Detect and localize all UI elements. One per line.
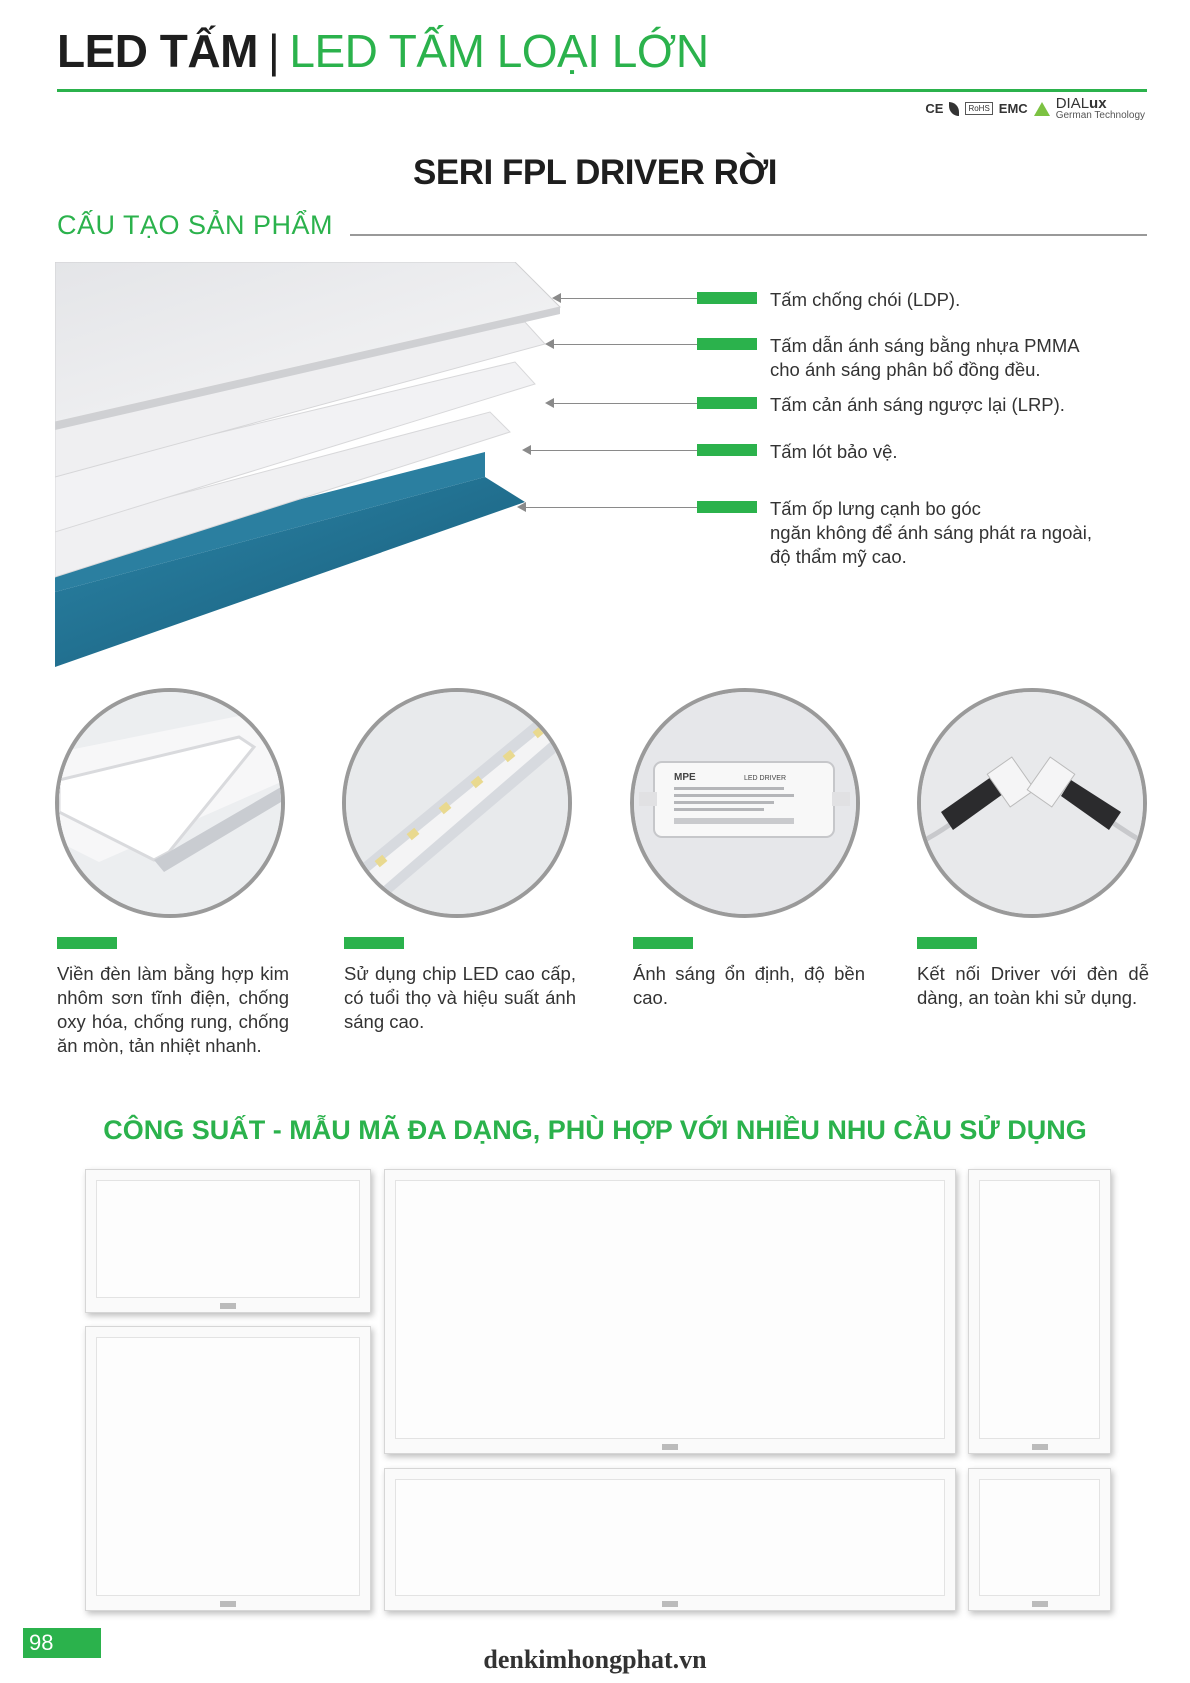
layer-label-1: Tấm chống chói (LDP). — [770, 289, 961, 310]
driver-title: LED DRIVER — [744, 775, 787, 782]
feature-marker — [917, 937, 977, 949]
certification-logos — [925, 96, 1145, 121]
panel-image — [968, 1169, 1111, 1454]
page-number: 98 — [23, 1628, 101, 1658]
feature-marker — [344, 937, 404, 949]
layer-label-5: Tấm ốp lưng cạnh bo góc ngăn không để ánh sáng phát ra ngoài, độ thẩm mỹ cao. — [770, 498, 1092, 567]
section-title-structure: CẤU TẠO SẢN PHẨM — [57, 210, 334, 240]
callout-marker — [697, 501, 757, 513]
feature-text-connector: Kết nối Driver với đèn dễ dàng, an toàn khi sử dụng. — [917, 963, 1149, 1008]
series-title: SERI FPL DRIVER RỜI — [413, 153, 777, 192]
layer-label-3: Tấm cản ánh sáng ngược lại (LRP). — [770, 394, 1065, 415]
website-url: denkimhongphat.vn — [483, 1645, 707, 1674]
feature-marker — [633, 937, 693, 949]
dialux-triangle-icon — [1034, 102, 1050, 116]
panel-image — [384, 1468, 956, 1611]
driver-image-frame — [630, 688, 860, 918]
dialux-logo — [1056, 96, 1145, 121]
section-divider — [350, 234, 1147, 236]
feature-text-frame: Viền đèn làm bằng hợp kim nhôm sơn tĩnh điện, chống oxy hóa, chống rung, chống ăn mòn, tản nhiệt nhanh. — [57, 963, 289, 1056]
page-header-title — [57, 25, 709, 77]
callout-marker — [697, 397, 757, 409]
panel-image — [384, 1169, 956, 1454]
header-title-main: LED TẤM — [57, 25, 258, 77]
driver-brand: MPE — [674, 772, 696, 783]
layer-label-2: Tấm dẫn ánh sáng bằng nhựa PMMA cho ánh sáng phân bổ đồng đều. — [770, 335, 1080, 380]
feature-marker — [57, 937, 117, 949]
emc-mark: EMC — [998, 101, 1028, 116]
header-title-sub: LED TẤM LOẠI LỚN — [289, 25, 709, 77]
connector-image-frame — [917, 688, 1147, 918]
header-separator: | — [267, 25, 280, 77]
callout-marker — [697, 292, 757, 304]
panel-layers-illustration — [55, 262, 595, 682]
panel-image — [85, 1169, 371, 1313]
rohs-mark: RoHS — [965, 102, 992, 115]
section-title-power: CÔNG SUẤT - MẪU MÃ ĐA DẠNG, PHÙ HỢP VỚI NHIỀU NHU CẦU SỬ DỤNG — [103, 1115, 1087, 1145]
leaf-icon — [949, 102, 959, 116]
led-chip-image-frame — [342, 688, 572, 918]
dialux-prefix: DIAL — [1055, 95, 1090, 112]
feature-image-frame — [55, 688, 285, 918]
callout-marker — [697, 338, 757, 350]
panel-image — [85, 1326, 371, 1611]
layer-label-4: Tấm lót bảo vệ. — [770, 441, 898, 462]
header-divider — [57, 89, 1147, 92]
dialux-suffix: ux — [1089, 95, 1107, 112]
callout-marker — [697, 444, 757, 456]
ce-mark: CE — [925, 101, 944, 116]
feature-text-led-chip: Sử dụng chip LED cao cấp, có tuổi thọ và hiệu suất ánh sáng cao. — [344, 963, 576, 1032]
panel-image — [968, 1468, 1111, 1611]
dialux-subtitle: German Technology — [1055, 110, 1145, 121]
feature-text-driver: Ánh sáng ổn định, độ bền cao. — [633, 963, 865, 1008]
